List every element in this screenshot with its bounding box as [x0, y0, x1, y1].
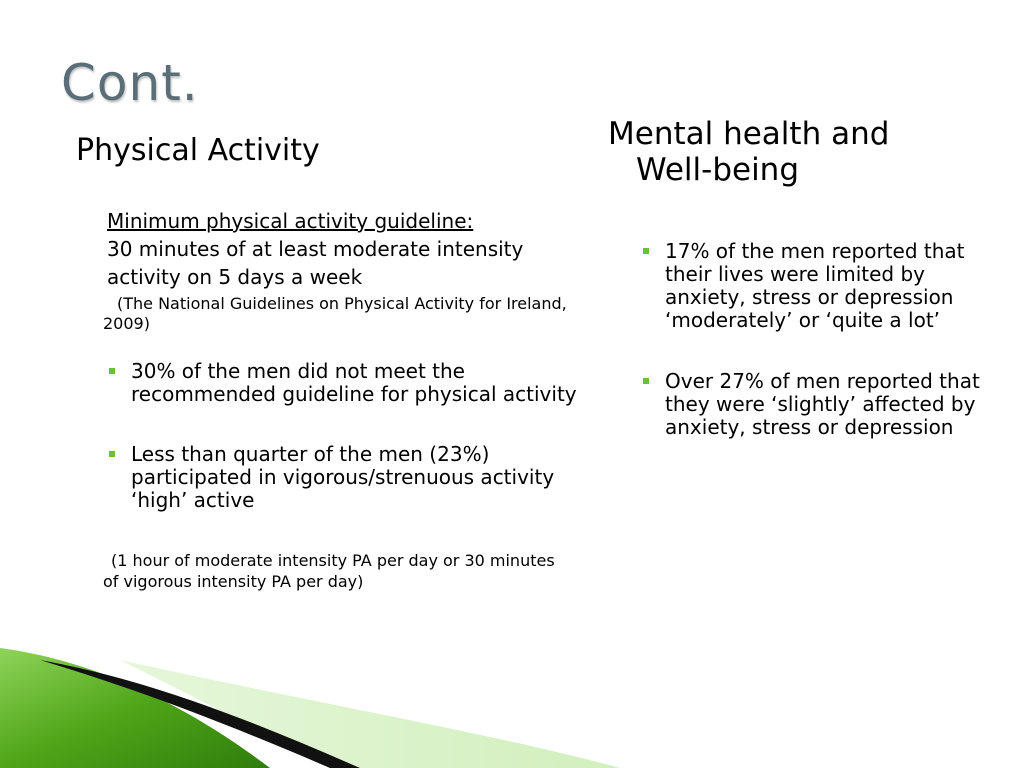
list-item: [641, 240, 981, 332]
bullet-text: 30% of the men did not meet the recommended guideline for physical activity: [131, 359, 577, 406]
physical-activity-heading: Physical Activity: [76, 133, 320, 168]
guideline-text: 30 minutes of at least moderate intensity activity on 5 days a week: [107, 237, 524, 289]
physical-activity-bullet-list: [107, 360, 577, 549]
bullet-text: Less than quarter of the men (23%) participated in vigorous/strenuous activity ‘high’ active: [131, 442, 555, 512]
swoosh-black-band: [40, 660, 360, 768]
bullet-text: 17% of the men reported that their lives were limited by anxiety, stress or depression ‘moderately’ or ‘quite a lot’: [665, 239, 965, 332]
guideline-title: Minimum physical activity guideline:: [107, 209, 474, 233]
guideline-source-note: (The National Guidelines on Physical Activity for Ireland, 2009): [103, 294, 567, 333]
green-square-bullet-icon: [643, 248, 649, 254]
high-active-definition-note: (1 hour of moderate intensity PA per day or 30 minutes of vigorous intensity PA per day): [103, 551, 555, 591]
mental-health-heading-line2: Well-being: [636, 152, 800, 188]
swoosh-green-band: [0, 648, 270, 768]
bullet-text: Over 27% of men reported that they were ‘slightly’ affected by anxiety, stress or depression: [665, 369, 980, 439]
mental-health-bullet-list: [641, 240, 981, 477]
swoosh-light-band: [120, 660, 620, 768]
list-item: [107, 443, 577, 512]
list-item: [107, 360, 577, 406]
green-square-bullet-icon: [109, 451, 115, 457]
mental-health-heading-line1: Mental health and: [608, 116, 890, 152]
guideline-block: [107, 207, 577, 291]
mental-health-heading: [608, 116, 988, 188]
slide-title: Cont.: [61, 54, 199, 112]
green-square-bullet-icon: [643, 378, 649, 384]
green-square-bullet-icon: [109, 368, 115, 374]
list-item: [641, 370, 981, 439]
